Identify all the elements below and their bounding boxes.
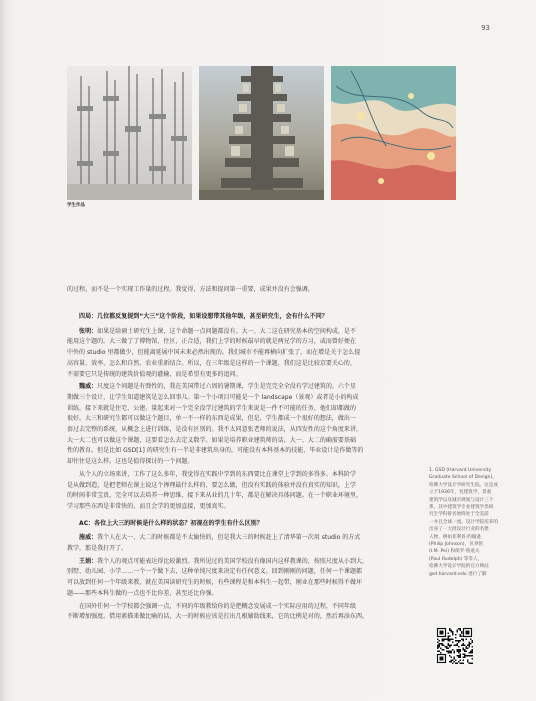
answer-speaker: 张明： [79, 327, 98, 335]
answer-line [67, 337, 447, 348]
footnote-line: 一并且全球一流。设计学院培养的 [429, 519, 498, 525]
figure-caption: 学生作品 [67, 203, 85, 208]
answer-line [67, 491, 447, 502]
answer-line [67, 359, 447, 370]
answer-text: 中外的 studio 里都做少，但能离延展中国未来必然出现的。我们城市不能再横向扩张了，而在增是关于怎么提 [67, 349, 361, 357]
answer-text: 是从做到造，是把老师在课上说这个禅理最什么样的、要怎么做，但没有实践的体验并没有真实的知识。上学 [67, 481, 356, 489]
question-text: 几位都反复提到“大三”这个阶段，如果设想带其他年级，甚至研究生，会有什么不同？ [97, 313, 328, 320]
answer-line [67, 578, 447, 589]
footnote-line: 出身了一大批设计行业的名建 [429, 527, 489, 533]
answer-line [67, 557, 447, 568]
footnote-line: 立于1936年，包建筑学、景观 [429, 490, 492, 496]
footnote-line: Graduate School of Design)， [429, 475, 497, 481]
footnote-line: 哈佛大学设计学院的官方网站 [429, 564, 489, 570]
answer-line [67, 327, 447, 338]
answer-line [67, 382, 447, 393]
answer-text: 尺度这个问题是有弹性的，我在美国带过六周的暑期课，学生是完完全全没有学过建筑的，六个星 [97, 383, 356, 391]
answer-text: 可以放到任何一个年级来教，就在美国读研究生的时候，有些课程是和本科生一起带，刚业在那些时候得不做坏 [67, 579, 362, 587]
answer-line [67, 457, 447, 468]
answer-text: 不断增加强度。借用素描来做比喻的话，大一的时候应该是打出几根辅助线来，它的比例是对的，然后再添东西。 [67, 613, 369, 621]
article-body [67, 308, 447, 625]
footnote [429, 467, 498, 578]
footnote-line: gsd.harvard.edu 进行了解 [429, 571, 487, 577]
answer-line [67, 544, 447, 555]
footnote-line: 系，其中建筑学专业建筑学类研 [429, 505, 494, 511]
footnote-line: (I.M. Pei) 和保罗·鲁道夫 [429, 549, 480, 555]
answer-text: 不需要它只是传统的建筑价值观的灌输，而是希望有更多的追问。 [67, 370, 242, 378]
answer-text: 性的教育。但是比如 GSD[1] 的研究生有一半是非建筑出身的，可能没有本科基本的技能，毕业设计是作做等的 [67, 447, 364, 455]
answer-line [67, 393, 447, 404]
footnote-line: (Philip Johnson)，贝聿铭 [429, 542, 483, 548]
student-work-image-2 [199, 66, 324, 200]
intro-text: 的过程。而不是一个实现工作量的过程。我觉得，方法和提问第一重要，成果并没有会强调。 [67, 286, 314, 293]
answer-line [67, 567, 447, 578]
answer-text: 能用这个题的。大三做了了博物馆、住区、正合适，我们上学的时候最早的就是两兄学的方习，或而曾好便在 [67, 338, 356, 346]
question-speaker: 四局： [79, 313, 98, 320]
answer-text: 的时间非常宝贵，完全可以去培养一种思维，接下来从业的几十年，都是在解决具体问题。在一个职业环境里， [67, 492, 362, 500]
answer-line [67, 533, 447, 544]
answer-line [67, 502, 447, 513]
answer-text: 我个人在大一、大二的时候都是不太愉快的，但是我大三的时候赶上了清华第一次用 studio 的方式 [97, 534, 361, 542]
answer-line [67, 589, 447, 600]
answer-line [67, 470, 447, 481]
interview-question [67, 312, 447, 323]
answer-text: 期做三个设计，让学生知道建筑是怎么回事儿。第一个小项目可能是一个 landscape（景观）或者是小的构成 [67, 393, 359, 401]
footnote-line: 究生学科排名始终处于全美前 [429, 512, 489, 518]
page-number: 93 [481, 24, 490, 32]
answer-text: 我个人的观点可能表达得比较激烈。我所见过的美国学校没有像国内这样教课的，按照尺度从小到大， [97, 557, 369, 565]
answer-text: 学习那些东西是非常快的，而且会学的更加直接，更加真实。 [67, 502, 230, 510]
answer-line [67, 348, 447, 359]
answer-text: 训练，接下来就是住宅、公建。量起来对一个完全没学过建筑的学生来说是一件不可能的任务，他们却都做的 [67, 404, 356, 412]
footnote-line: 哈佛大学设计学研究生院。这是成 [429, 482, 498, 488]
footnote-line: (Paul Rudolph) 等等人， [429, 556, 483, 562]
answer-line [67, 612, 447, 623]
student-work-figures [67, 66, 456, 200]
answer-line [67, 425, 447, 436]
answer-line [67, 602, 447, 613]
answer-text: 别墅、幼儿园、小学……一个一个做下去，这种单纯尺度来决定有任何意义。回到刚刚的问题，任何一个课题都 [67, 568, 362, 576]
intro-line [67, 285, 447, 298]
answer-text: 题——那些本科生做的一点也不比你差，甚至还比你强。 [67, 589, 218, 597]
answer-line [67, 404, 447, 415]
question-text: 各位上大三的时候是什么样的状态？初视在的学生有什么区别？ [94, 519, 263, 527]
answer-text: 如果是给硕士研究生上课，这个命题一点问题都没有。大一、大二这在研究基本的空间构成，是不 [97, 327, 356, 335]
answer-line [67, 370, 447, 381]
answer-line [67, 446, 447, 457]
answer-text: 在国外任何一个学校都会强调一点，不同的年级教给你的是把概念发展成一个实际应用的过程，不同年级 [79, 602, 356, 610]
answer-line [67, 436, 447, 447]
interview-question [67, 519, 447, 530]
question-speaker: AC： [79, 519, 95, 527]
footnote-line: 建筑学以及城市规划与设计三个 [429, 497, 494, 503]
answer-text: 套过去完整的系统，从概念上进行训练，是没有区别的。我不太同意张老师的说法，从四发性的这个角度来讲， [67, 426, 362, 434]
answer-speaker: 施威： [79, 534, 98, 542]
answer-text: 却往往是这么样。这也是值得探讨的一个问题。 [67, 458, 194, 466]
answer-line [67, 481, 447, 492]
answer-speaker: 王娟： [79, 557, 98, 565]
footnote-line: 人物，例如菲利普·约翰逊 [429, 534, 481, 540]
answer-text: 很好。大三和研究生都可以做这个题目，单一不一样的东西是成果，但是，学生都成一个很好的想法，做出一 [67, 415, 356, 423]
answer-text: 从个人的立场来讲，工作了这么多年，我觉得在实践中学到的东西要比在课堂上学到的多得多。本科阶学 [79, 470, 356, 478]
answer-line [67, 414, 447, 425]
answer-speaker: 魏威： [79, 383, 98, 391]
answer-text: 高容量、效率、怎么和自然、农业重新结合。所以，在三年级是这样的一个课题，我们这是比较京要关心的， [67, 359, 356, 367]
answer-text: 教学，那是我打开了。 [67, 545, 128, 553]
qr-code-icon [436, 627, 473, 664]
answer-text: 大一大二也可以做这个课题，这要看怎么去定义数学。如果是培养职业建筑师的话，大一、大二的确需要基础 [67, 436, 356, 444]
footnote-line: 1. GSD (Harvard University [429, 468, 492, 473]
student-work-image-1 [67, 66, 192, 200]
student-work-image-3 [331, 66, 456, 200]
